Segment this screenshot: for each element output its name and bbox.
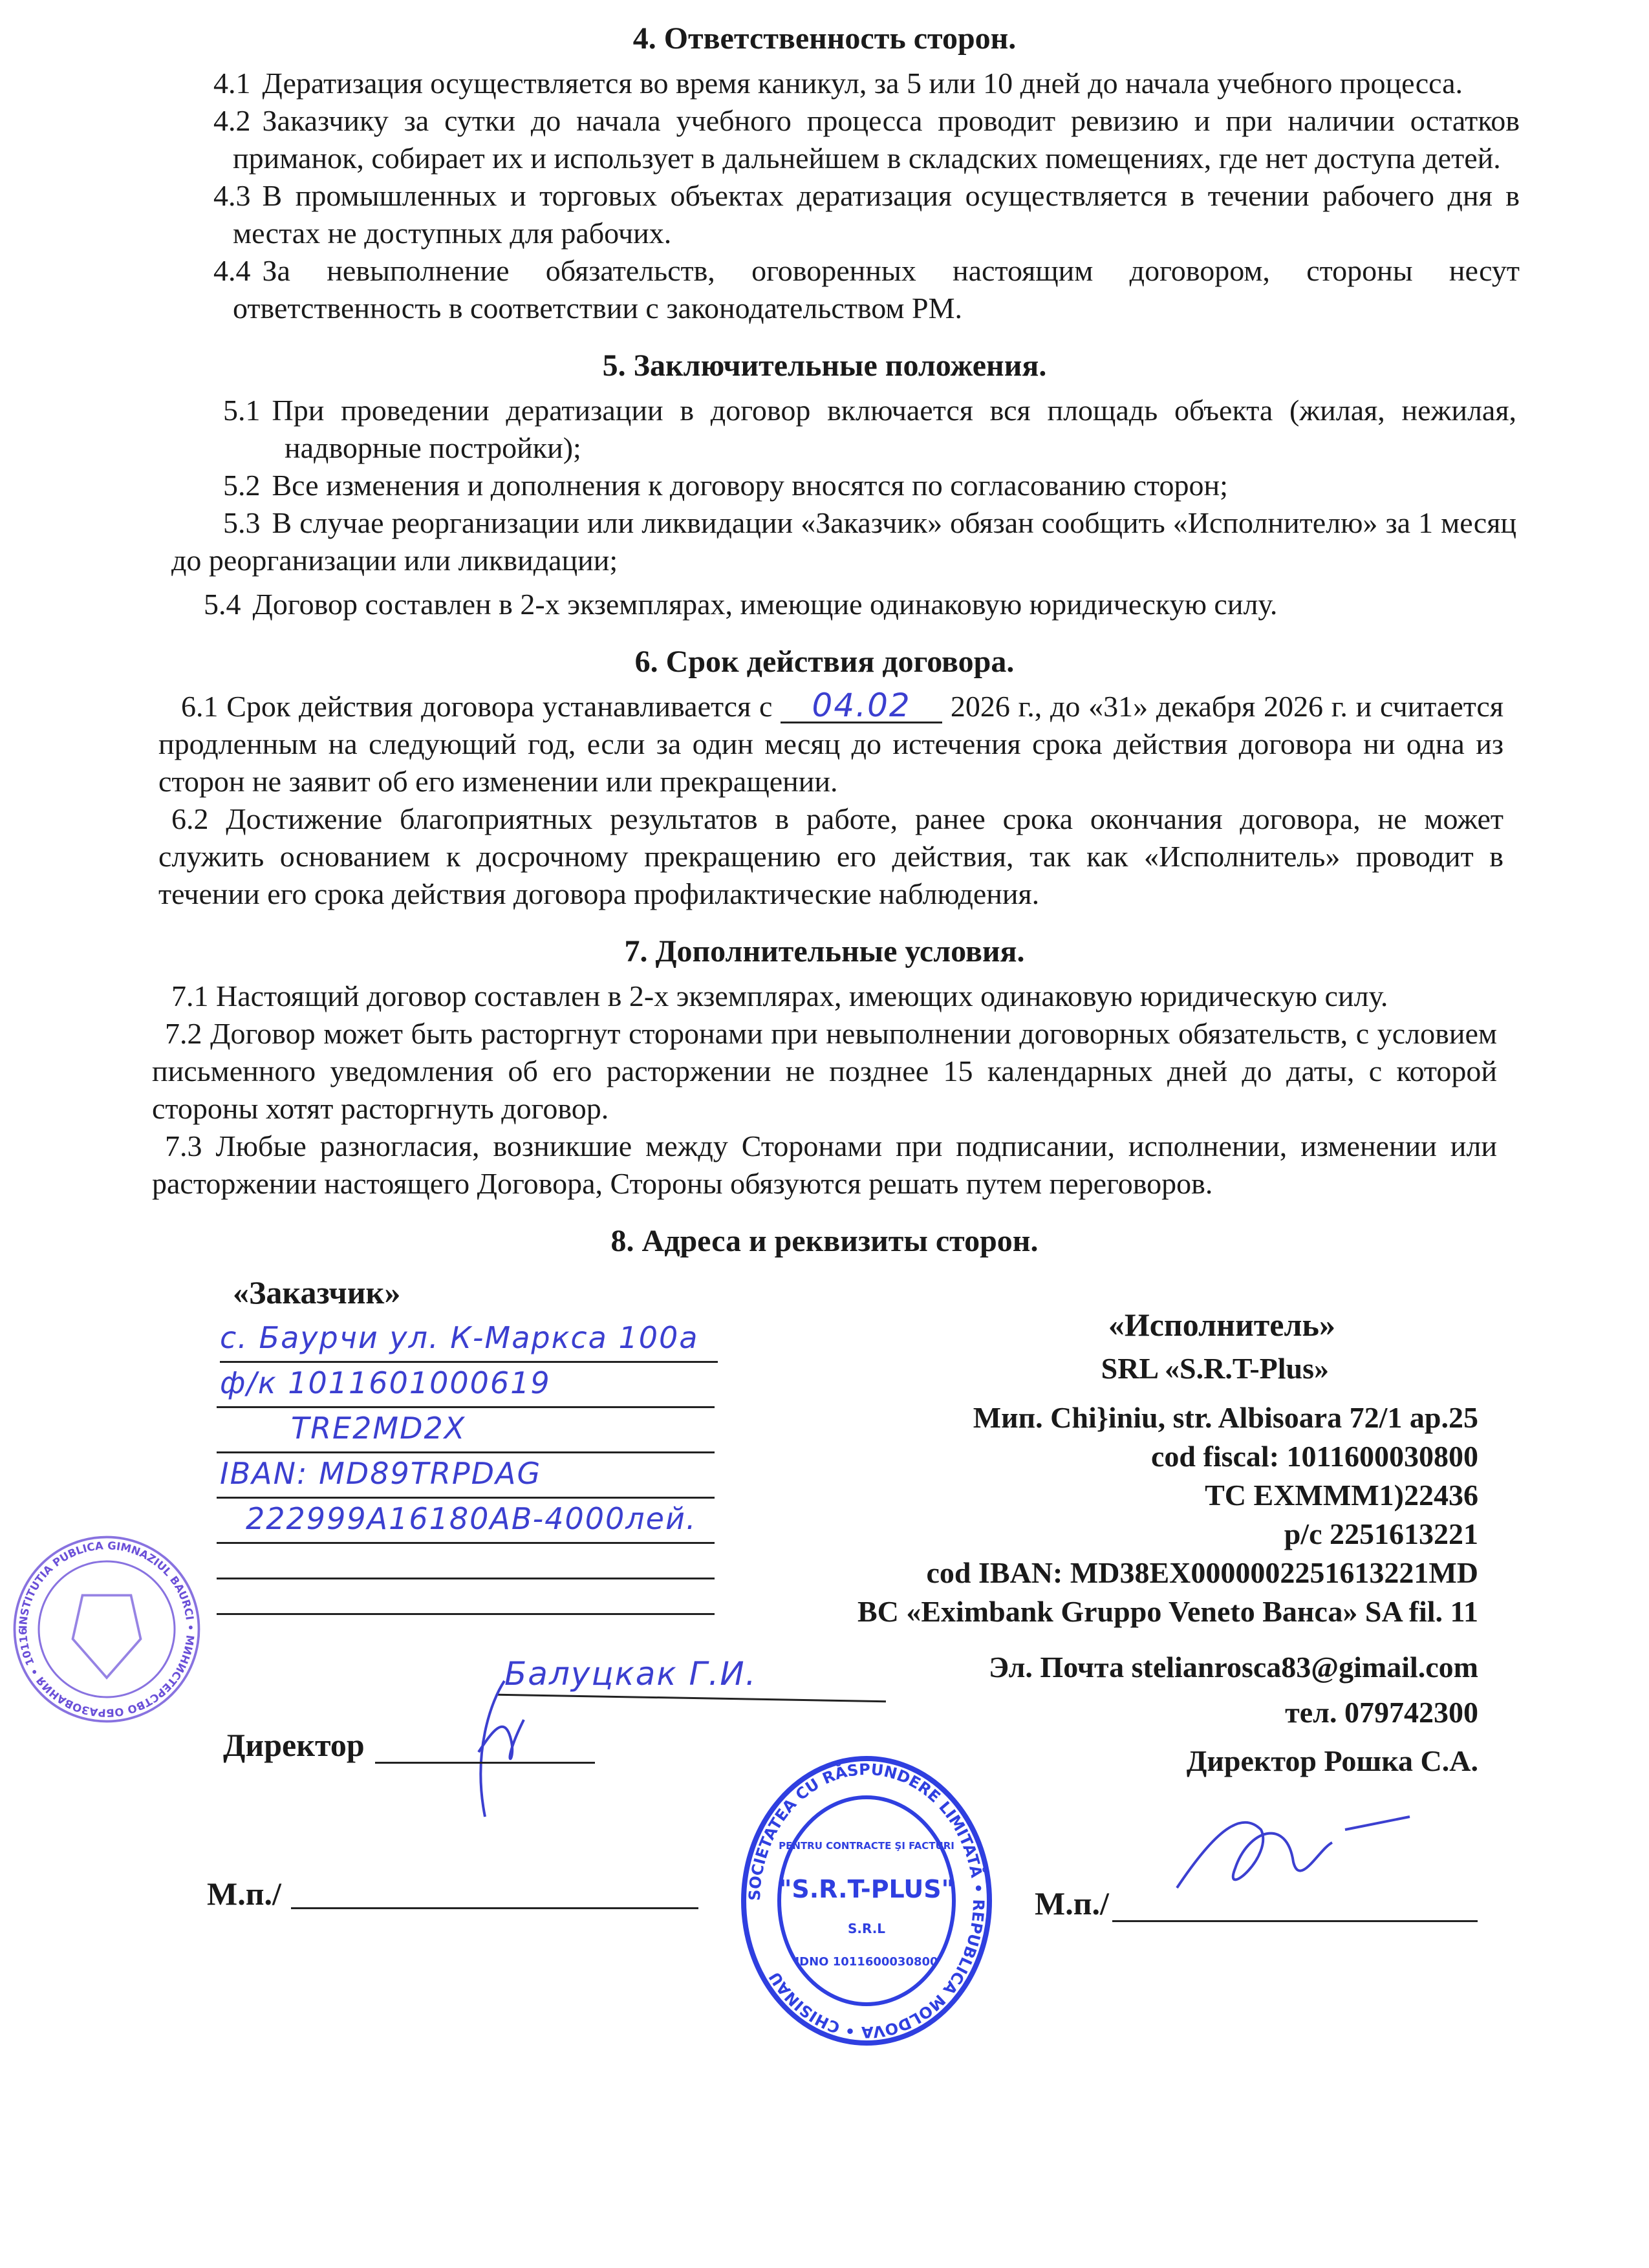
clause-text: Дератизация осуществляется во время каникул, за 5 или 10 дней до начала учебного процесса.: [262, 67, 1463, 100]
customer-account: 222999A16180AB-4000лей.: [246, 1501, 697, 1536]
stamp-srl: S.R.L: [847, 1921, 886, 1936]
clause-number: 5.3: [223, 506, 261, 539]
customer-director-label: Директор: [223, 1727, 365, 1763]
customer-iban: IBAN: MD89TRPDAG: [220, 1456, 542, 1491]
contractor-iban: cod IBAN: MD38EX0000002251613221MD: [926, 1556, 1478, 1589]
clause-5-2: [223, 467, 1516, 504]
underline: [1112, 1920, 1478, 1922]
customer-swift: TRE2MD2X: [291, 1411, 466, 1446]
svg-text:INSTITUTIA PUBLICA GIMNAZIUL B: [6, 1523, 197, 1719]
underline: [291, 1907, 698, 1909]
stamp-ring-text: SOCIETATEA CU RĂSPUNDERE LIMITATĂ • REPUBLICA MOLDOVA • CHISINAU: [745, 1760, 988, 2042]
clause-number: 4.4: [213, 254, 251, 287]
section-8-title: 8. Адреса и реквизиты сторон.: [610, 1224, 1039, 1258]
clause-text: При проведении дератизации в договор включается вся площадь объекта (жилая, нежилая, надворные постройки);: [272, 394, 1516, 464]
clause-text: За невыполнение обязательств, оговоренных настоящим договором, стороны несут ответственность в соответствии с законодательством РМ.: [233, 254, 1520, 325]
contractor-heading: «Исполнитель»: [1108, 1307, 1335, 1343]
contractor-stamp: [737, 1752, 996, 2049]
customer-fiscal-code: ф/к 1011601000619: [220, 1365, 551, 1400]
underline: [217, 1451, 715, 1453]
clause-5-4: [204, 586, 1516, 623]
clause-7-1: 7.1 Настоящий договор составлен в 2-х экземплярах, имеющих одинаковую юридическую силу.: [171, 979, 1388, 1012]
coat-of-arms-icon: [73, 1596, 141, 1678]
contractor-company: SRL «S.R.T-Plus»: [1101, 1352, 1329, 1385]
customer-stamp: [6, 1523, 204, 1726]
clause-number: 5.4: [204, 588, 241, 621]
stamp-idno: IDNO 1011600030800: [795, 1955, 938, 1969]
clause-5-3: [171, 504, 1516, 579]
clause-number: 5.2: [223, 469, 261, 502]
clause-4-3: [213, 177, 1520, 252]
underline: [217, 1613, 715, 1615]
stamp-subtitle: PENTRU CONTRACTE ŞI FACTURI: [779, 1840, 954, 1852]
contractor-signature: [1164, 1791, 1423, 1920]
clause-text: 6.1 Срок действия договора устанавливается с: [181, 690, 781, 723]
clause-number: 4.1: [213, 67, 251, 100]
customer-signature: Балуцкак Г.И.: [504, 1655, 757, 1693]
section-5-body: [171, 392, 1516, 623]
clause-number: 4.2: [213, 104, 251, 137]
contractor-fiscal-code: cod fiscal: 1011600030800: [1151, 1440, 1478, 1473]
section-4-body: [213, 65, 1520, 327]
customer-address: с. Баурчи ул. К-Маркса 100а: [220, 1320, 699, 1355]
section-7-body: [152, 978, 1497, 1203]
underline: [375, 1762, 595, 1764]
contractor-bank: BC «Eximbank Gruppo Veneto Ванса» SA fil. 11: [857, 1595, 1478, 1628]
clause-6-2: 6.2 Достижение благоприятных результатов в работе, ранее срока окончания договора, не может служить основанием к досрочному прекращению его действия, так как «Исполнитель» проводит в течении его срока действия договора профилактические наблюдения.: [158, 802, 1503, 910]
stamp-ring-text: INSTITUTIA PUBLICA GIMNAZIUL BAURCI • МИНИСТЕРСТВО ОБРАЗОВАНИЯ • 1011601000619: [6, 1523, 197, 1719]
clause-number: 4.3: [213, 179, 251, 212]
start-date-handwritten: 04.02: [781, 689, 942, 723]
clause-text: 2026 г., до «31» декабря 2026 г. и считается продленным на следующий год, если за один месяц до истечения срока действия договора ни одна из сторон не заявит об его изменении или прекращении.: [158, 690, 1503, 798]
underline: [220, 1361, 718, 1363]
clause-number: 5.1: [223, 394, 261, 427]
contractor-mp-label: М.п./: [1035, 1885, 1109, 1921]
clause-7-2: 7.2 Договор может быть расторгнут сторонами при невыполнении договорных обязательств, с условием письменного уведомления об его расторжении не позднее 15 календарных дней до даты, с которой стороны хотят расторгнуть договор.: [152, 1017, 1497, 1125]
section-6-body: [158, 688, 1503, 913]
clause-5-1: [223, 392, 1516, 467]
clause-4-4: [213, 252, 1520, 327]
requisites-area: [0, 1274, 1649, 2062]
clause-7-3: 7.3 Любые разногласия, возникшие между Сторонами при подписании, исполнении, изменении или расторжении настоящего Договора, Стороны обязуются решать путем переговоров.: [152, 1129, 1497, 1200]
clause-text: В промышленных и торговых объектах дератизация осуществляется в течении рабочего дня в местах не доступных для рабочих.: [233, 179, 1520, 250]
underline: [217, 1578, 715, 1579]
clause-text: Договор составлен в 2-х экземплярах, имеющие одинаковую юридическую силу.: [252, 588, 1278, 621]
underline: [217, 1406, 715, 1408]
contractor-account: p/c 2251613221: [1284, 1517, 1478, 1550]
contractor-address: Мип. Chi}iniu, str. Albisoara 72/1 ap.25: [973, 1401, 1478, 1434]
clause-6-1: [158, 688, 1503, 800]
contractor-phone: тел. 079742300: [1285, 1696, 1478, 1729]
customer-initial-mark: [446, 1655, 576, 1849]
section-4-title: 4. Ответственность сторон.: [632, 21, 1017, 56]
clause-text: В случае реорганизации или ликвидации «Заказчик» обязан сообщить «Исполнителю» за 1 месяц до реорганизации или ликвидации;: [171, 506, 1516, 577]
clause-text: Все изменения и дополнения к договору вносятся по согласованию сторон;: [272, 469, 1228, 502]
contractor-email: Эл. Почта stelianrosca83@gimail.com: [989, 1651, 1478, 1684]
clause-text: Заказчику за сутки до начала учебного процесса проводит ревизию и при наличии остатков приманок, собирает их и использует в дальнейшем в складских помещениях, где нет доступа детей.: [233, 104, 1520, 175]
customer-mp-label: М.п./: [207, 1876, 281, 1912]
contractor-director: Директор Рошка С.А.: [1186, 1744, 1478, 1777]
section-6-title: 6. Срок действия договора.: [634, 645, 1015, 679]
stamp-center-text: "S.R.T-PLUS": [779, 1875, 954, 1903]
clause-4-2: [213, 102, 1520, 177]
contractor-tc: TC EXMMM1)22436: [1205, 1479, 1478, 1512]
customer-heading: «Заказчик»: [233, 1274, 401, 1311]
underline: [217, 1497, 715, 1499]
section-5-title: 5. Заключительные положения.: [602, 348, 1047, 383]
section-7-title: 7. Дополнительные условия.: [624, 934, 1025, 968]
clause-4-1: [213, 65, 1520, 102]
underline: [217, 1542, 715, 1544]
